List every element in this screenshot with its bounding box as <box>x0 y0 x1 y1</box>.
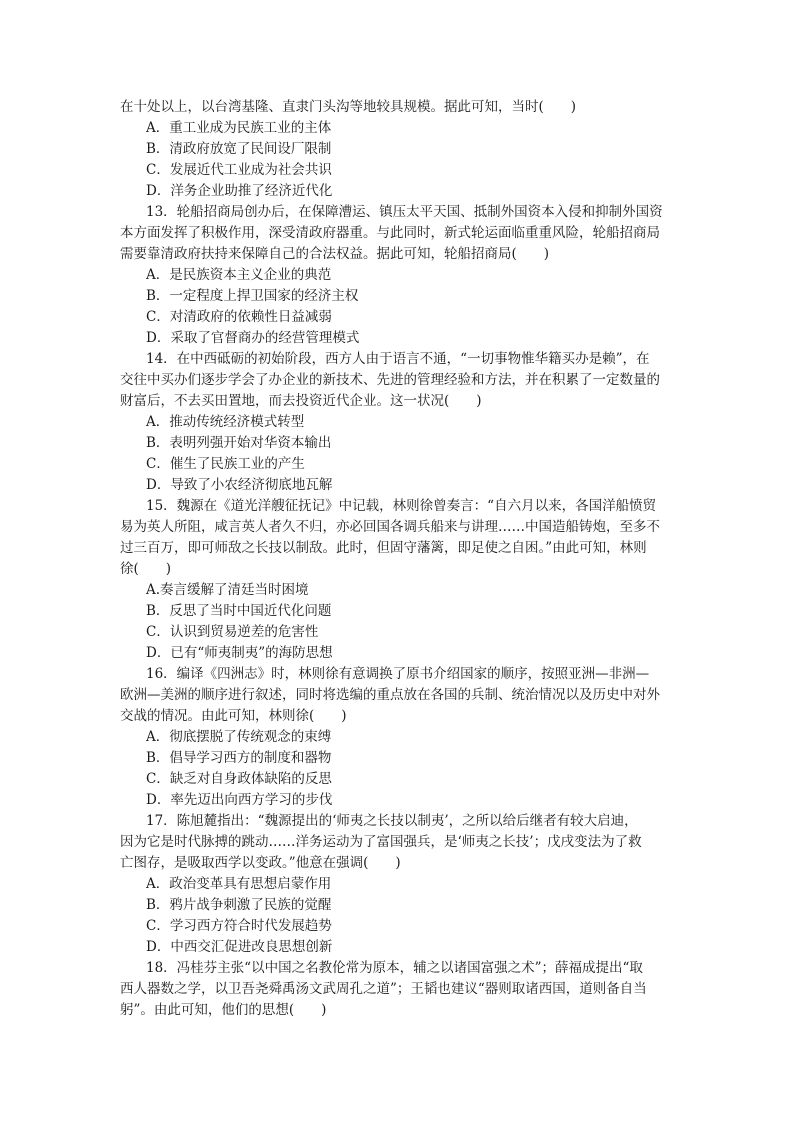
q16-option-d: D．率先迈出向西方学习的步伐 <box>146 792 333 808</box>
q16-stem-line-3: 交战的情况。由此可知，林则徐( ) <box>120 708 347 724</box>
q13-stem-line-1: 13．轮船招商局创办后，在保障漕运、镇压太平天国、抵制外国资本入侵和抑制外国资 <box>146 204 663 220</box>
q16-stem-line-1: 16．编译《四洲志》时，林则徐有意调换了原书介绍国家的顺序，按照亚洲—非洲— <box>146 666 650 682</box>
q14-option-c: C．催生了民族工业的产生 <box>146 456 305 472</box>
q14-stem-line-2: 交往中买办们逐步学会了办企业的新技术、先进的管理经验和方法，并在积累了一定数量的 <box>120 372 660 388</box>
q15-option-c: C．认识到贸易逆差的危害性 <box>146 624 319 640</box>
q18-stem-line-1: 18．冯桂芬主张“以中国之名教伦常为原本，辅之以诸国富强之术”；薛福成提出“取 <box>146 960 643 976</box>
q16-option-c: C．缺乏对自身政体缺陷的反思 <box>146 771 332 787</box>
q13-option-a: A．是民族资本主义企业的典范 <box>146 267 332 283</box>
q17-option-c: C．学习西方符合时代发展趋势 <box>146 918 332 934</box>
q18-stem-line-2: 西人器数之学，以卫吾尧舜禹汤文武周孔之道”；王韬也建议“器则取诸西国，道则备自当 <box>120 981 647 997</box>
q15-stem-line-2: 易为英人所阻，咸言英人者久不归，亦必回国各调兵船来与讲理……中国造船铸炮，至多不 <box>120 519 660 535</box>
q14-option-d: D．导致了小农经济彻底地瓦解 <box>146 477 333 493</box>
q15-stem-line-4: 徐( ) <box>120 561 172 577</box>
q16-option-b: B．倡导学习西方的制度和器物 <box>146 750 332 766</box>
q15-stem-line-3: 过三百万，即可师敌之长技以制敌。此时，但固守藩篱，即足使之自困。”由此可知，林则 <box>120 540 647 556</box>
q16-stem-line-2: 欧洲—美洲的顺序进行叙述，同时将选编的重点放在各国的兵制、统治情况以及历史中对外 <box>120 687 660 703</box>
q15-option-b: B．反思了当时中国近代化问题 <box>146 603 332 619</box>
q17-stem-line-3: 亡图存，是吸取西学以变政。”他意在强调( ) <box>120 855 401 871</box>
q12-stem-tail: 在十处以上，以台湾基隆、直隶门头沟等地较具规模。据此可知，当时( ) <box>120 99 577 115</box>
q13-option-d: D．采取了官督商办的经营管理模式 <box>146 330 360 346</box>
q14-option-a: A．推动传统经济模式转型 <box>146 414 305 430</box>
q14-stem-line-3: 财富后，不去买田置地，而去投资近代企业。这一状况( ) <box>120 393 482 409</box>
q15-stem-line-1: 15．魏源在《道光洋艘征抚记》中记载，林则徐曾奏言：“自六月以来，各国洋船愤贸 <box>146 498 657 514</box>
q12-option-a: A．重工业成为民族工业的主体 <box>146 120 332 136</box>
q13-stem-line-2: 本方面发挥了积极作用，深受清政府器重。与此同时，新式轮运面临重重风险，轮船招商局 <box>120 225 660 241</box>
q12-option-b: B．清政府放宽了民间设厂限制 <box>146 141 332 157</box>
q15-option-d: D．已有“师夷制夷”的海防思想 <box>146 645 333 661</box>
q13-option-c: C．对清政府的依赖性日益减弱 <box>146 309 332 325</box>
q17-stem-line-1: 17．陈旭麓指出：“魏源提出的‘师夷之长技以制夷’，之所以给后继者有较大启迪， <box>146 813 638 829</box>
q17-stem-line-2: 因为它是时代脉搏的跳动……洋务运动为了富国强兵，是‘师夷之长技’；戊戌变法为了救 <box>120 834 642 850</box>
q13-option-b: B．一定程度上捍卫国家的经济主权 <box>146 288 359 304</box>
q17-option-d: D．中西交汇促进改良思想创新 <box>146 939 333 955</box>
q18-stem-line-3: 躬”。由此可知，他们的思想( ) <box>120 1002 327 1018</box>
q15-option-a: A.奏言缓解了清廷当时困境 <box>146 582 309 598</box>
q14-option-b: B．表明列强开始对华资本输出 <box>146 435 332 451</box>
q17-option-b: B．鸦片战争刺激了民族的觉醒 <box>146 897 332 913</box>
q16-option-a: A．彻底摆脱了传统观念的束缚 <box>146 729 332 745</box>
q12-option-d: D．洋务企业助推了经济近代化 <box>146 183 333 199</box>
q12-option-c: C．发展近代工业成为社会共识 <box>146 162 332 178</box>
q13-stem-line-3: 需要靠清政府扶持来保障自己的合法权益。据此可知，轮船招商局( ) <box>120 246 550 262</box>
q17-option-a: A．政治变革具有思想启蒙作用 <box>146 876 332 892</box>
q14-stem-line-1: 14．在中西砥砺的初始阶段，西方人由于语言不通，“一切事物惟华籍买办是赖”，在 <box>146 351 650 367</box>
